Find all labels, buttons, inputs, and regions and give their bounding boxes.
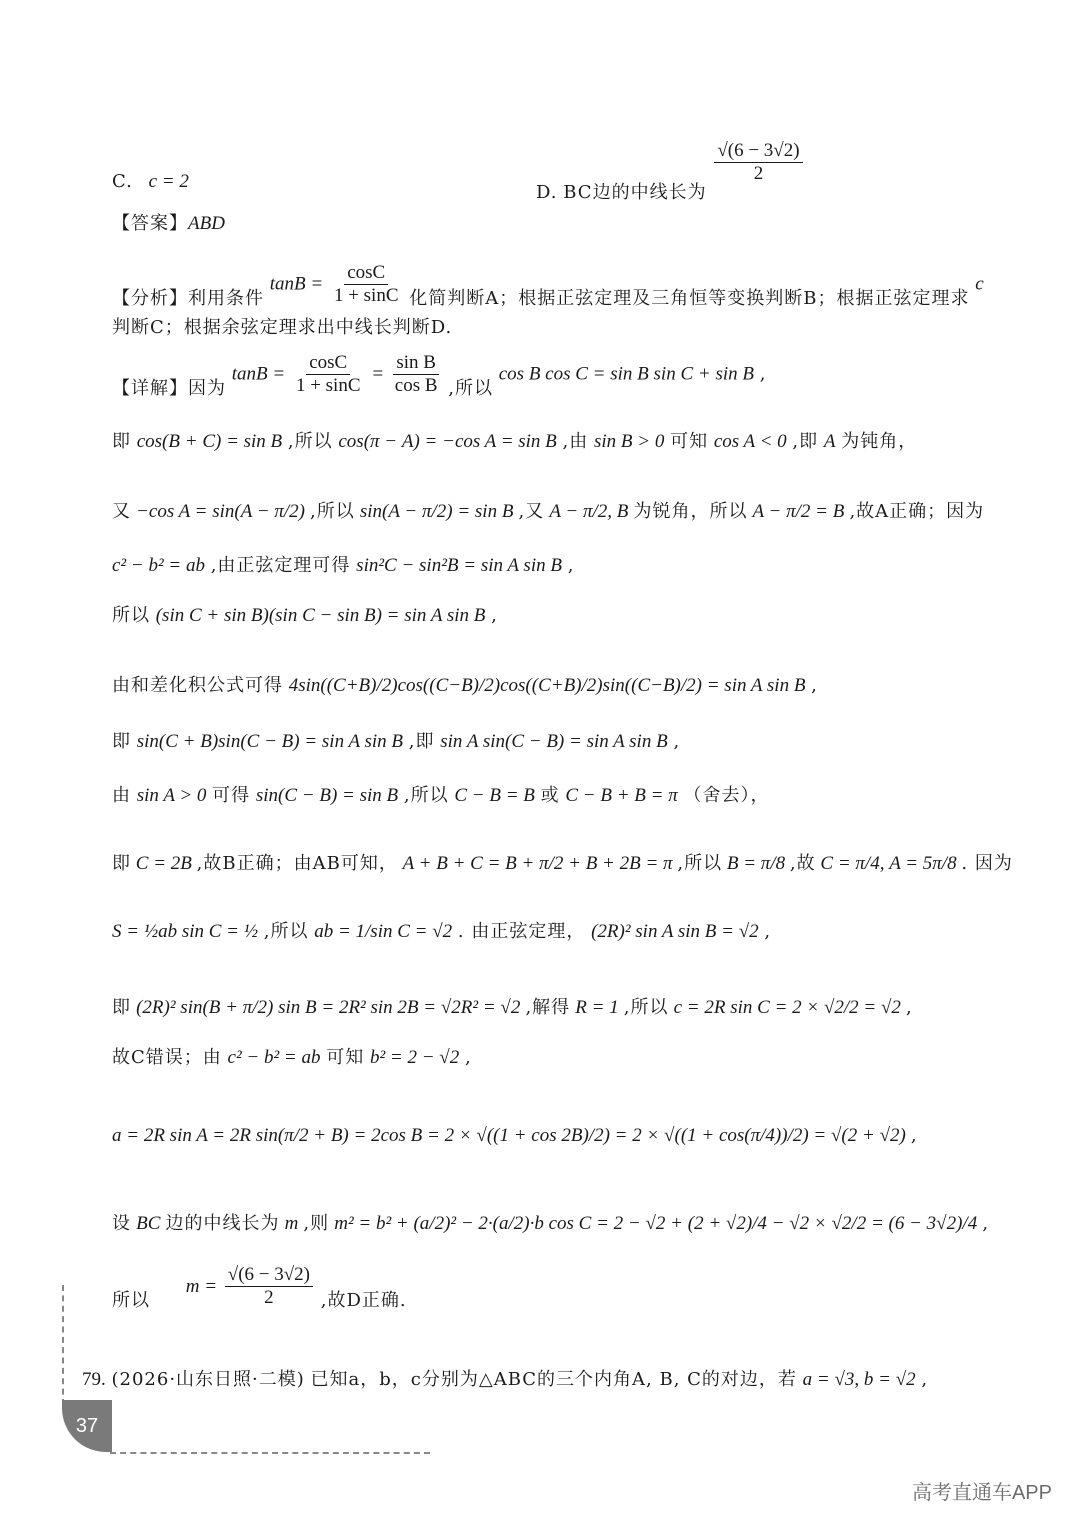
detail-l8-text-3: ,所以 [403, 785, 449, 806]
detail-l11-text-1: 即 [112, 997, 131, 1018]
detail-line-8 [112, 782, 1020, 810]
question-tail: , [921, 1369, 929, 1390]
detail-l8-math-4: C − B + B = π [565, 785, 678, 806]
detail-l5-text-1: 所以 [112, 605, 150, 626]
detail-l2-math-1: cos(B + C) = sin B [136, 431, 283, 452]
option-d-text: BC边的中线长为 [563, 181, 707, 203]
detail-l1-den-1: 1 + sinC [295, 375, 361, 396]
question-math: a = √3, b = √2 [802, 1369, 916, 1390]
detail-l10-text-1: ,所以 [263, 921, 309, 942]
detail-l14-math-3: m² = b² + (a/2)² − 2·(a/2)·b cos C = 2 − √2 + (2 + √2)/4 − √2 × √2/2 = (6 − 3√2)/4 [334, 1213, 978, 1234]
analysis-denominator: 1 + sinC [333, 285, 399, 306]
detail-l3-math-2: sin(A − π/2) = sin B [359, 501, 514, 522]
option-c-math: c = 2 [148, 171, 189, 192]
detail-l4-math-1: c² − b² = ab [112, 555, 205, 576]
detail-l2-math-2: cos(π − A) = −cos A = sin B [338, 431, 557, 452]
detail-l15-numerator: √(6 − 3√2) [225, 1264, 313, 1287]
analysis-label: 【分析】利用条件 [112, 287, 264, 309]
detail-l10-text-3: , [764, 921, 772, 942]
detail-l6-text-1: 由和差化积公式可得 [112, 675, 283, 696]
detail-l7-text-2: ,即 [408, 731, 435, 752]
detail-l8-text-1: 由 [112, 785, 131, 806]
detail-line-6 [112, 672, 1020, 700]
detail-l13-text-1: , [910, 1125, 918, 1146]
detail-l2-text-6: 为钝角， [841, 431, 918, 452]
detail-l3-text-1: 又 [112, 501, 131, 522]
detail-l2-text-1: 即 [112, 431, 131, 452]
analysis-text-1-tail: c [975, 273, 984, 295]
detail-l9-math-3: B = π/8 [726, 853, 786, 874]
detail-l1-num-1: cosC [306, 352, 350, 375]
detail-l1-eq: = [371, 363, 385, 385]
detail-l7-math-2: sin A sin(C − B) = sin A sin B [440, 731, 668, 752]
detail-line-13 [112, 1122, 1020, 1150]
detail-l2-text-2: ,所以 [287, 431, 333, 452]
question-source: (2026·山东日照·二模) [111, 1369, 305, 1390]
detail-l6-math-1: 4sin((C+B)/2)cos((C−B)/2)cos((C+B)/2)sin((C−B)/2) = sin A sin B [288, 675, 806, 696]
detail-l5-text-2: , [491, 605, 498, 626]
detail-l3-text-5: ,故A正确；因为 [849, 501, 985, 522]
detail-l14-text-1: 设 [112, 1213, 131, 1234]
detail-l3-math-1: −cos A = sin(A − π/2) [136, 501, 305, 522]
detail-line-3 [112, 498, 1020, 526]
analysis-text-2: 判断C；根据余弦定理求出中线长判断D. [112, 317, 453, 338]
detail-l9-text-3: ,所以 [677, 853, 723, 874]
detail-l1-num-2: sin B [393, 352, 439, 375]
question-number: 79. [82, 1369, 106, 1390]
detail-l9-text-1: 即 [112, 853, 131, 874]
detail-l3-math-4: A − π/2 = B [752, 501, 845, 522]
detail-l7-text-3: , [673, 731, 681, 752]
detail-l5-math-1: (sin C + sin B)(sin C − sin B) = sin A sin B [155, 605, 486, 626]
detail-l13-math-1: a = 2R sin A = 2R sin(π/2 + B) = 2cos B = 2 × √((1 + cos 2B)/2) = 2 × √((1 + cos(π/4))/2) = √(2 + √2) [112, 1125, 906, 1146]
analysis-numerator: cosC [344, 262, 388, 285]
detail-l3-text-3: ,又 [518, 501, 545, 522]
detail-l8-math-3: C − B = B [454, 785, 535, 806]
detail-l1-frac-1 [293, 352, 364, 397]
detail-l11-math-1: (2R)² sin(B + π/2) sin B = 2R² sin 2B = √2R² = √2 [136, 997, 521, 1018]
detail-l15-denominator: 2 [264, 1287, 274, 1308]
detail-l14-math-1: BC [136, 1213, 161, 1234]
answer-label: 【答案】 [112, 213, 188, 234]
detail-l2-text-3: ,由 [562, 431, 589, 452]
detail-l3-math-3: A − π/2, B [549, 501, 629, 522]
detail-l12-text-2: 可知 [326, 1047, 365, 1068]
detail-l8-text-2: 可得 [212, 785, 251, 806]
question-79 [82, 1366, 1020, 1394]
detail-l11-text-4: , [906, 997, 913, 1018]
detail-label: 【详解】因为 [112, 377, 226, 399]
detail-l4-text-2: , [567, 555, 575, 576]
detail-line-11 [112, 994, 1020, 1022]
detail-l2-math-4: cos A < 0 [713, 431, 787, 452]
detail-l15-fraction [225, 1264, 313, 1309]
detail-l9-text-4: ,故 [789, 853, 816, 874]
detail-l9-math-4: C = π/4, A = 5π/8 [820, 853, 957, 874]
detail-l11-text-2: ,解得 [525, 997, 571, 1018]
detail-l14-text-3: ,则 [303, 1213, 330, 1234]
detail-line-1 [112, 352, 1020, 397]
detail-line-10 [112, 918, 1020, 946]
detail-line-5 [112, 602, 1020, 630]
detail-l11-math-2: R = 1 [575, 997, 619, 1018]
answer-value: ABD [188, 213, 225, 234]
detail-l9-math-2: A + B + C = B + π/2 + B + 2B = π [402, 853, 673, 874]
detail-l14-text-4: , [982, 1213, 990, 1234]
detail-l14-text-2: 边的中线长为 [165, 1213, 280, 1234]
app-watermark: 高考直通车APP [911, 1482, 1052, 1504]
detail-line-7 [112, 728, 1020, 756]
detail-l1-text-2: , [759, 363, 767, 385]
detail-l9-math-1: C = 2B [135, 853, 192, 874]
detail-l6-text-2: , [811, 675, 818, 696]
analysis-fraction [331, 262, 402, 307]
detail-l10-math-1: S = ½ab sin C = ½ [112, 921, 258, 942]
detail-l1-math-2: cos B cos C = sin B sin C + sin B [498, 363, 754, 385]
analysis-formula-lhs: tanB = [269, 273, 324, 295]
option-d-numerator: √(6 − 3√2) [714, 140, 802, 163]
detail-l4-math-2: sin²C − sin²B = sin A sin B [356, 555, 562, 576]
detail-l8-math-1: sin A > 0 [136, 785, 207, 806]
analysis-line-2 [112, 314, 1020, 342]
page-border-dash-horizontal [110, 1452, 430, 1454]
detail-l15-text-2: ,故D正确. [320, 1289, 407, 1311]
detail-line-15 [112, 1264, 1020, 1309]
detail-l12-math-2: b² = 2 − √2 [369, 1047, 460, 1068]
detail-line-9 [112, 850, 1020, 878]
detail-l1-math-1: tanB = [231, 363, 286, 385]
detail-l3-text-2: ,所以 [310, 501, 355, 522]
option-c-label: C. [112, 171, 133, 192]
detail-l14-math-2: m [284, 1213, 299, 1234]
detail-l2-math-5: A [823, 431, 836, 452]
detail-l11-text-3: ,所以 [623, 997, 669, 1018]
detail-l8-math-2: sin(C − B) = sin B [255, 785, 399, 806]
detail-l1-text-1: ,所以 [448, 377, 494, 399]
detail-l1-den-2: cos B [394, 375, 438, 396]
detail-l15-text-1: 所以 [112, 1289, 150, 1311]
option-d [536, 140, 1020, 203]
detail-l2-math-3: sin B > 0 [594, 431, 665, 452]
detail-line-2 [112, 428, 1020, 456]
detail-l8-text-5: （舍去）， [683, 785, 770, 806]
analysis-text-1: 化简判断A；根据正弦定理及三角恒等变换判断B；根据正弦定理求 [409, 287, 970, 309]
option-d-fraction [714, 140, 802, 185]
detail-l7-math-1: sin(C + B)sin(C − B) = sin A sin B [136, 731, 404, 752]
detail-l7-text-1: 即 [112, 731, 131, 752]
page-number: 37 [62, 1400, 112, 1452]
detail-l2-text-4: 可知 [670, 431, 709, 452]
detail-line-4 [112, 552, 1020, 580]
detail-l8-text-4: 或 [540, 785, 560, 806]
option-d-label: D. [536, 181, 558, 203]
detail-l9-text-2: ,故B正确；由AB可知， [196, 853, 398, 874]
detail-l3-text-4: 为锐角，所以 [633, 501, 748, 522]
detail-l4-text-1: ,由正弦定理可得 [210, 555, 351, 576]
detail-l10-math-2: ab = 1/sin C = √2 [314, 921, 453, 942]
detail-l10-math-3: (2R)² sin A sin B = √2 [591, 921, 759, 942]
detail-l12-text-1: 故C错误；由 [112, 1047, 222, 1068]
question-text: 已知a，b，c分别为△ABC的三个内角A, B, C的对边，若 [310, 1369, 797, 1390]
page-border-dash-vertical [62, 1285, 64, 1405]
detail-line-12 [112, 1044, 1020, 1072]
detail-l15-math-1: m = [185, 1275, 218, 1297]
detail-l9-text-5: . 因为 [961, 853, 1013, 874]
answer-line [112, 210, 1020, 238]
analysis-line-1 [112, 262, 1020, 307]
option-d-denominator: 2 [753, 163, 764, 184]
detail-l12-text-3: , [464, 1047, 472, 1068]
detail-l1-frac-2 [392, 352, 441, 397]
detail-l2-text-5: ,即 [792, 431, 819, 452]
detail-l10-text-2: . 由正弦定理， [457, 921, 586, 942]
detail-l11-math-3: c = 2R sin C = 2 × √2/2 = √2 [673, 997, 901, 1018]
detail-line-14 [112, 1210, 1020, 1238]
detail-l12-math-1: c² − b² = ab [227, 1047, 321, 1068]
